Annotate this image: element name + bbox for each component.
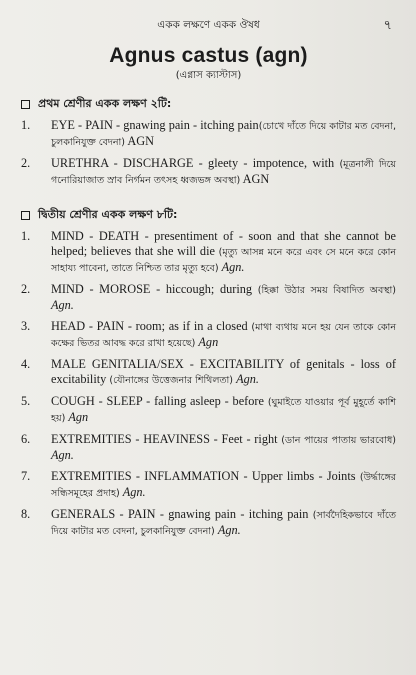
- entry-text: [51, 469, 396, 501]
- remedy-abbr: Agn.: [122, 485, 146, 499]
- remedy-abbr: AGN: [242, 172, 270, 186]
- running-title: একক লক্ষণে একক ঔষধ: [157, 19, 260, 31]
- entry-bengali: (মৃত্যু আসন্ন মনে করে এবং সে মনে করে কোন সাহায্য পাবেনা, তাতে নিশ্চিত তার মৃত্যু হবে): [51, 247, 396, 274]
- remedy-abbr: Agn: [198, 335, 219, 349]
- entry-text: [51, 357, 396, 388]
- entry-text: [51, 432, 396, 463]
- remedy-abbr: Agn: [68, 410, 89, 424]
- remedy-abbr: Agn.: [221, 260, 245, 274]
- checkbox-icon: [21, 211, 30, 220]
- entry-number: 7.: [21, 469, 31, 483]
- entry-number: 4.: [21, 357, 31, 371]
- entry-english: EXTREMITIES - HEAVINESS - Feet - right: [51, 432, 278, 446]
- entry-text: [51, 394, 396, 426]
- entry-text: [51, 229, 396, 276]
- entry-number: 5.: [21, 394, 31, 408]
- symptom-entry: [21, 357, 396, 388]
- entry-number: 8.: [21, 507, 31, 521]
- entry-bengali: (ডান পায়ের পাতায় ভারবোধ): [281, 435, 396, 446]
- entry-text: [51, 118, 396, 150]
- entry-text: [51, 282, 396, 313]
- symptom-entry: [21, 469, 396, 501]
- symptom-entry: [21, 507, 396, 539]
- entry-number: 2.: [21, 282, 31, 296]
- entry-english: URETHRA - DISCHARGE - gleety - impotence, with: [51, 156, 335, 170]
- remedy-abbr: Agn.: [236, 372, 259, 386]
- entry-english: EYE - PAIN - gnawing pain - itching pain: [51, 118, 259, 132]
- symptom-entry: [21, 394, 396, 426]
- entry-number: 6.: [21, 432, 31, 446]
- entry-english: GENERALS - PAIN - gnawing pain - itching pain: [51, 507, 309, 521]
- remedy-abbr: Agn.: [51, 448, 74, 462]
- section-first-grade: [21, 95, 396, 188]
- entry-bengali: (মাথা ব্যথায় মনে হয় যেন তাকে কোন কক্ষের ভিতর আবদ্ধ করে রাখা হয়েছে): [51, 322, 396, 349]
- section-heading-text: দ্বিতীয় শ্রেণীর একক লক্ষণ ৮টি:: [38, 208, 178, 221]
- entry-english: HEAD - PAIN - room; as if in a closed: [51, 319, 248, 333]
- entry-bengali: (হিক্কা উঠার সময় বিষাদিত অবস্থা): [257, 285, 396, 296]
- symptom-entry: [21, 156, 396, 188]
- remedy-abbr: Agn.: [51, 298, 74, 312]
- entry-bengali: (মূত্রনালী দিয়ে গনোরিয়াজাত স্রাব নির্গমন তৎসহ ধ্বজভঙ্গ অবস্থা): [51, 159, 396, 186]
- section-heading-text: প্রথম শ্রেণীর একক লক্ষণ ২টি:: [38, 97, 172, 110]
- entry-english: MALE GENITALIA/SEX - EXCITABILITY of genitals - loss of excitability: [51, 357, 396, 386]
- entry-text: [51, 156, 396, 188]
- remedy-abbr: AGN: [127, 134, 155, 148]
- symptom-entry: [21, 118, 396, 150]
- entry-number: 3.: [21, 319, 31, 333]
- entry-bengali: (যৌনাঙ্গের উত্তেজনার শিথিলতা): [109, 375, 234, 386]
- symptom-entry: [21, 319, 396, 351]
- section-heading: [21, 95, 396, 114]
- section-heading: [21, 206, 396, 225]
- remedy-title: Agnus castus (agn): [109, 44, 308, 67]
- entry-text: [51, 319, 396, 351]
- entry-number: 1.: [21, 229, 31, 243]
- entry-english: MIND - MOROSE - hiccough; during: [51, 282, 253, 296]
- entry-text: [51, 507, 396, 539]
- running-head: [21, 0, 396, 40]
- symptom-entry: [21, 282, 396, 313]
- entry-bengali: (সার্বদৈহিকভাবে দাঁতে দিয়ে কাটার মত বেদনা, চুলকানিযুক্ত বেদনা): [51, 510, 396, 537]
- symptom-entry: [21, 432, 396, 463]
- entry-english: MIND - DEATH - presentiment of - soon and that she cannot be helped; believes that she will die: [51, 229, 396, 258]
- page-number: ৭: [383, 18, 392, 33]
- entry-number: 1.: [21, 118, 31, 132]
- section-second-grade: [21, 206, 396, 539]
- entry-english: COUGH - SLEEP - falling asleep - before: [51, 394, 264, 408]
- entry-number: 2.: [21, 156, 31, 170]
- checkbox-icon: [21, 100, 30, 109]
- entry-bengali: (উর্দ্ধাঙ্গের সন্ধিসমূহের প্রদাহ): [51, 472, 396, 499]
- entry-bengali: (ঘুমাইতে যাওয়ার পূর্ব মুহূর্তে কাশি হয়): [51, 397, 396, 424]
- remedy-abbr: Agn.: [217, 523, 241, 537]
- entry-english: EXTREMITIES - INFLAMMATION - Upper limbs - Joints: [51, 469, 356, 483]
- section-gap: [21, 194, 396, 198]
- symptom-entry: [21, 229, 396, 276]
- remedy-subtitle: (এগ্নাস ক্যাস্টাস): [175, 70, 242, 81]
- entry-bengali: (চোখে দাঁতে দিয়ে কাটার মত বেদনা, চুলকানিযুক্ত বেদনা): [51, 121, 396, 148]
